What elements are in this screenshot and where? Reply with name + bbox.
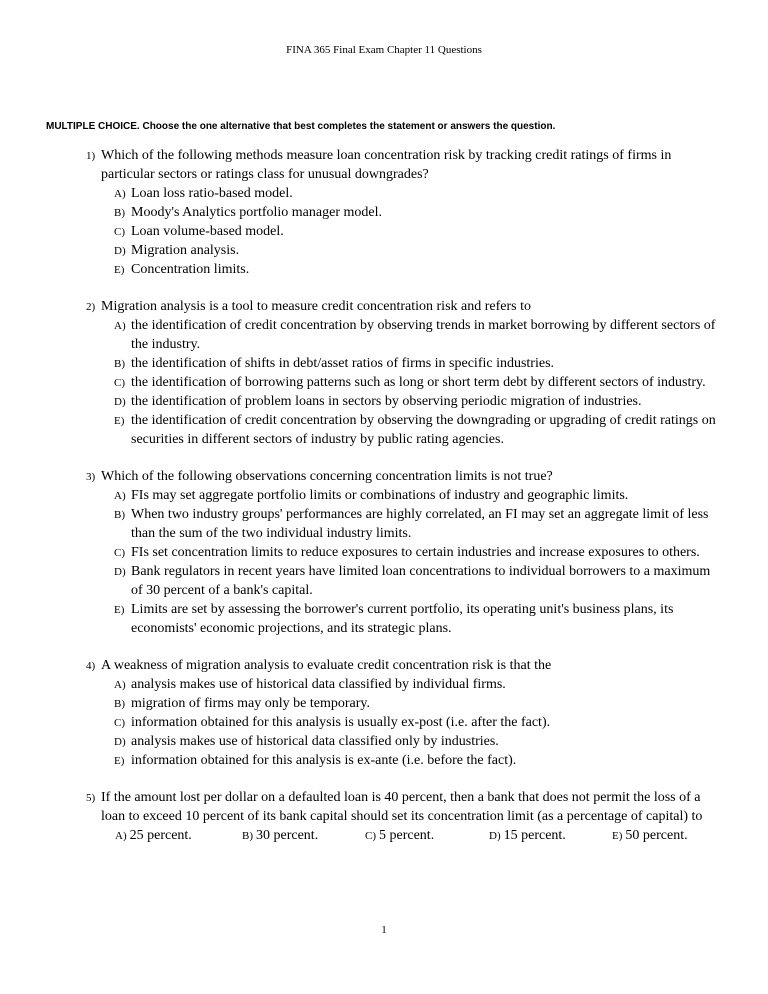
option-text: When two industry groups' performances are highly correlated, an FI may set an aggregate limit of less than the sum of the two individual industry limits. [131, 507, 709, 541]
question-number: 1) [86, 150, 96, 162]
option-text: 25 percent. [129, 828, 192, 843]
option-b [114, 354, 723, 373]
option-c [114, 373, 723, 392]
option-text: 15 percent. [503, 828, 566, 843]
option-text: migration of firms may only be temporary. [131, 696, 370, 711]
question-number: 3) [86, 471, 96, 483]
option-d [489, 826, 566, 846]
question-stem: If the amount lost per dollar on a defaulted loan is 40 percent, then a bank that does not permit the loss of a loan to exceed 10 percent of its bank capital should set its concentration limit (as a percentage of capital) to [101, 790, 703, 824]
option-d [114, 392, 723, 411]
option-letter: A) [115, 830, 127, 842]
question-stem: Migration analysis is a tool to measure credit concentration risk and refers to [101, 299, 531, 314]
option-e [114, 260, 723, 279]
option-text: the identification of shifts in debt/asset ratios of firms in specific industries. [131, 356, 555, 371]
option-e [114, 600, 723, 638]
option-text: information obtained for this analysis is usually ex-post (i.e. after the fact). [131, 715, 551, 730]
option-letter: A) [114, 188, 126, 200]
option-letter: D) [114, 566, 126, 578]
option-e [114, 411, 723, 449]
option-b [242, 826, 318, 846]
question-list [0, 146, 768, 863]
option-letter: D) [114, 396, 126, 408]
option-letter: A) [114, 320, 126, 332]
question-number: 2) [86, 301, 96, 313]
option-letter: E) [114, 604, 125, 616]
option-text: the identification of borrowing patterns such as long or short term debt by different sectors of industry. [131, 375, 706, 390]
option-text: 50 percent. [625, 828, 688, 843]
section-instructions: MULTIPLE CHOICE. Choose the one alternative that best completes the statement or answers the question. [46, 121, 556, 132]
option-letter: D) [489, 830, 501, 842]
option-a [114, 675, 723, 694]
option-letter: C) [114, 226, 125, 238]
option-text: Loan volume-based model. [131, 224, 284, 239]
option-text: the identification of problem loans in sectors by observing periodic migration of industries. [131, 394, 642, 409]
option-letter: C) [114, 377, 125, 389]
option-text: the identification of credit concentration by observing the downgrading or upgrading of credit ratings on securities in different sectors of industry by public rating agencies. [131, 413, 716, 447]
option-letter: E) [114, 264, 125, 276]
question-5 [0, 788, 768, 845]
option-text: analysis makes use of historical data classified by individual firms. [131, 677, 506, 692]
option-letter: A) [114, 679, 126, 691]
option-letter: B) [114, 207, 125, 219]
inline-option-row [0, 826, 768, 845]
option-d [114, 732, 723, 751]
question-4 [0, 656, 768, 770]
question-stem: A weakness of migration analysis to evaluate credit concentration risk is that the [101, 658, 552, 673]
option-a [114, 316, 723, 354]
option-text: Concentration limits. [131, 262, 250, 277]
option-c [114, 222, 723, 241]
question-1 [0, 146, 768, 279]
option-c [114, 543, 723, 562]
option-text: Bank regulators in recent years have limited loan concentrations to individual borrowers to a maximum of 30 percent of a bank's capital. [131, 564, 711, 598]
option-e [114, 751, 723, 770]
option-text: Migration analysis. [131, 243, 240, 258]
question-number: 4) [86, 660, 96, 672]
option-c [114, 713, 723, 732]
question-stem: Which of the following methods measure loan concentration risk by tracking credit ratings of firms in particular sectors or ratings class for unusual downgrades? [101, 148, 672, 182]
option-text: FIs set concentration limits to reduce exposures to certain industries and increase exposures to others. [131, 545, 700, 560]
option-text: FIs may set aggregate portfolio limits or combinations of industry and geographic limits. [131, 488, 629, 503]
option-text: Limits are set by assessing the borrower's current portfolio, its operating unit's business plans, its economists' economic projections, and its strategic plans. [131, 602, 674, 636]
question-3 [0, 467, 768, 638]
option-text: Loan loss ratio-based model. [131, 186, 293, 201]
option-b [114, 203, 723, 222]
page-header: FINA 365 Final Exam Chapter 11 Questions [286, 44, 482, 56]
question-stem: Which of the following observations concerning concentration limits is not true? [101, 469, 553, 484]
option-letter: D) [114, 736, 126, 748]
option-letter: D) [114, 245, 126, 257]
option-b [114, 505, 723, 543]
option-letter: C) [365, 830, 376, 842]
option-text: the identification of credit concentration by observing trends in market borrowing by different sectors of the industry. [131, 318, 716, 352]
option-d [114, 241, 723, 260]
question-2 [0, 297, 768, 449]
option-letter: B) [114, 509, 125, 521]
question-number: 5) [86, 792, 96, 804]
option-letter: B) [242, 830, 253, 842]
option-c [365, 826, 434, 846]
option-letter: E) [612, 830, 623, 842]
option-d [114, 562, 723, 600]
option-a [114, 184, 723, 203]
option-a [115, 826, 192, 846]
option-a [114, 486, 723, 505]
option-letter: E) [114, 415, 125, 427]
option-letter: A) [114, 490, 126, 502]
option-e [612, 826, 688, 846]
option-text: 30 percent. [256, 828, 319, 843]
option-letter: C) [114, 717, 125, 729]
option-letter: C) [114, 547, 125, 559]
option-letter: B) [114, 358, 125, 370]
page-number: 1 [381, 924, 387, 936]
option-text: information obtained for this analysis is ex-ante (i.e. before the fact). [131, 753, 517, 768]
option-text: analysis makes use of historical data classified only by industries. [131, 734, 499, 749]
option-text: 5 percent. [379, 828, 435, 843]
option-letter: B) [114, 698, 125, 710]
option-letter: E) [114, 755, 125, 767]
option-text: Moody's Analytics portfolio manager model. [131, 205, 382, 220]
option-b [114, 694, 723, 713]
